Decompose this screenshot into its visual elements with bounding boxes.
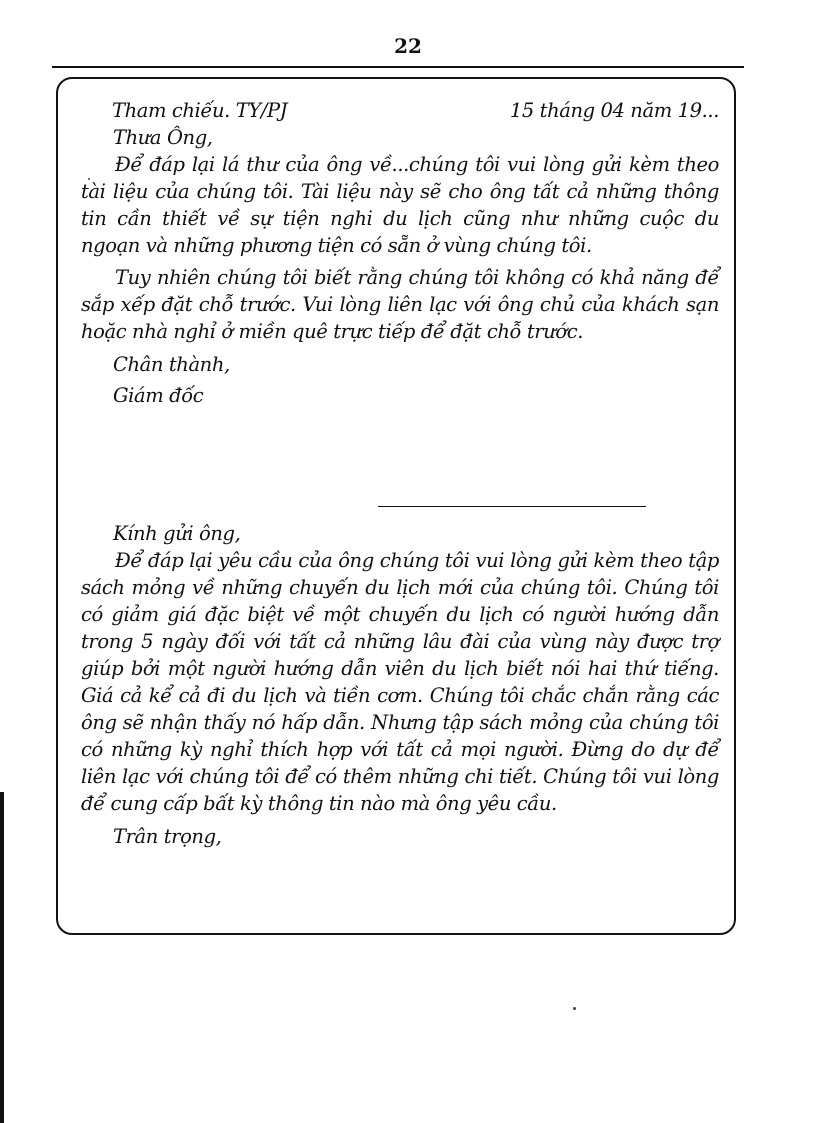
letter-date: 15 tháng 04 năm 19... bbox=[509, 99, 719, 122]
page-number: 22 bbox=[394, 34, 422, 58]
scan-speck bbox=[88, 178, 90, 180]
letter1-header bbox=[112, 97, 719, 124]
letter2-closing: Trân trọng, bbox=[113, 825, 222, 848]
letter-separator bbox=[378, 506, 646, 507]
letter2-paragraph-1: Để đáp lại yêu cầu của ông chúng tôi vui lòng gửi kèm theo tập sách mỏng về những chuyến du lịch mới của chúng tôi. Chúng tôi có giảm giá đặc biệt về một chuyến du lịch có người hướng dẫn trong 5 ngày đối với tất cả những lâu đài của vùng này được trợ giúp bởi một người hướng dẫn viên du lịch biết nói hai thứ tiếng. Giá cả kể cả đi du lịch và tiền cơm. Chúng tôi chắc chắn rằng các ông sẽ nhận thấy nó hấp dẫn. Nhưng tập sách mỏng của chúng tôi có những kỳ nghỉ thích hợp với tất cả mọi người. Đừng do dự để liên lạc với chúng tôi để có thêm những chi tiết. Chúng tôi vui lòng để cung cấp bất kỳ thông tin nào mà ông yêu cầu. bbox=[81, 549, 719, 815]
header-rule bbox=[52, 66, 744, 68]
letter1-body bbox=[81, 124, 719, 409]
letter1-paragraph-1: Để đáp lại lá thư của ông về...chúng tôi vui lòng gửi kèm theo tài liệu của chúng tôi. Tài liệu này sẽ cho ông tất cả những thông tin cần thiết về sự tiện nghi du lịch cũng như những cuộc du ngoạn và những phương tiện có sẵn ở vùng chúng tôi. bbox=[81, 153, 719, 257]
letter1-salutation: Thưa Ông, bbox=[113, 126, 213, 149]
letter1-signature: Giám đốc bbox=[113, 384, 204, 407]
scan-speck bbox=[573, 1007, 576, 1010]
letter2-body bbox=[81, 520, 719, 850]
letter1-paragraph-2: Tuy nhiên chúng tôi biết rằng chúng tôi không có khả năng để sắp xếp đặt chỗ trước. Vui lòng liên lạc với ông chủ của khách sạn hoặc nhà nghỉ ở miền quê trực tiếp để đặt chỗ trước. bbox=[81, 266, 719, 343]
letter2-salutation: Kính gửi ông, bbox=[113, 522, 241, 545]
letter1-closing: Chân thành, bbox=[113, 353, 230, 376]
scan-edge-mark bbox=[0, 792, 4, 1123]
reference-line: Tham chiếu. TY/PJ bbox=[112, 99, 288, 122]
